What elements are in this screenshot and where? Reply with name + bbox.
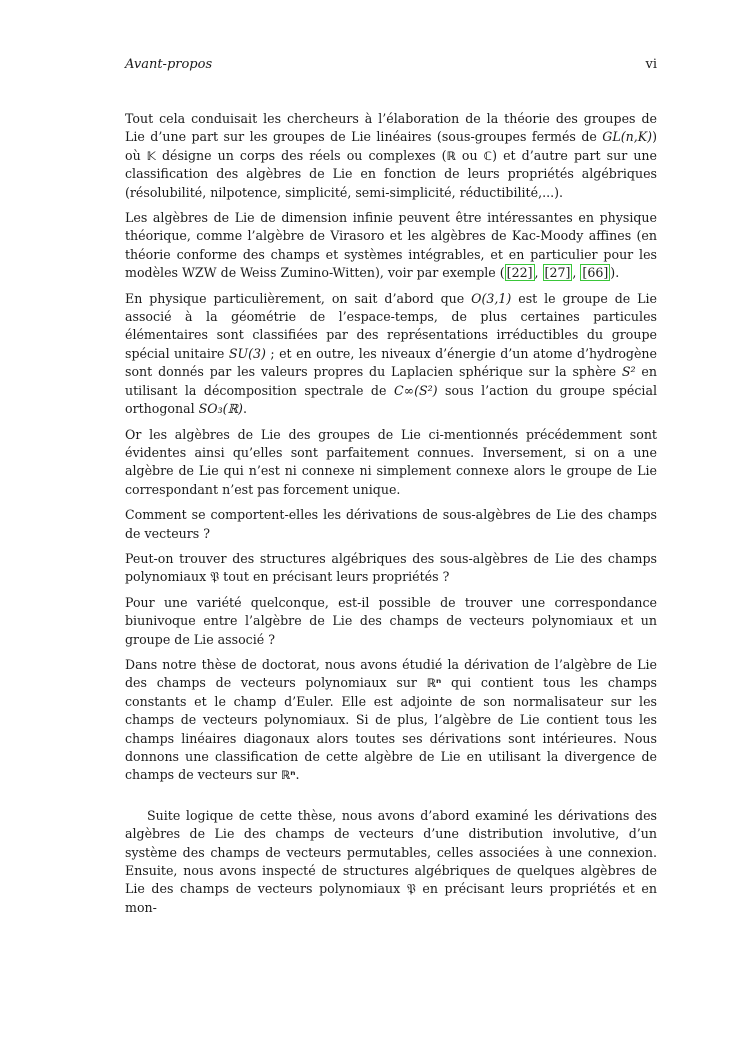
paragraph-4: Or les algèbres de Lie des groupes de Lie ci-mentionnés précédemment sont évidentes ainsi qu’elles sont parfaitement connues. Inversement, si on a une algèbre de Lie qui n’est ni connexe ni simplement connexe alors le groupe de Lie correspondant n’est pas forcement unique. [125, 426, 657, 497]
math-su3: SU(3) [228, 345, 266, 361]
math-o31: O(3,1) [471, 290, 512, 306]
math-reals: ℝ [446, 148, 456, 163]
math-rn: ℝⁿ [426, 676, 442, 691]
math-rn: ℝⁿ [281, 768, 296, 783]
page-number: vi [645, 57, 657, 72]
text-span: En physique particulièrement, on sait d’abord que [125, 290, 472, 306]
citation-link-27[interactable]: [27] [544, 265, 571, 281]
text-span: ) et d’autre part sur une classification des algèbres de Lie en fonction de leurs propriétés algébriques (résolubilité, nilpotence, simplicité, semi-simplicité, réductibilité,...). [125, 147, 657, 200]
text-span: en utilisant la décomposition spectrale de [125, 364, 657, 398]
text-span: qui contient tous les champs constants et le champ d’Euler. Elle est adjointe de son normalisateur sur les champs de vecteurs polynomiaux. Si de plus, l’algèbre de Lie contient tous les champs linéaires diagonaux alors toutes ses dérivations sont intérieures. Nous donnons une classification de cette algèbre de Lie en utilisant la divergence de champs de vecteurs sur [125, 675, 657, 783]
citation-separator: , [534, 265, 543, 281]
text-span: . [242, 401, 247, 417]
text-span: ) où [125, 129, 657, 163]
text-span: sous l’action du groupe spécial orthogonal [125, 382, 657, 417]
paragraph-3 [125, 290, 657, 419]
paragraph-8 [125, 656, 657, 785]
paragraph-9 [125, 807, 657, 917]
paragraph-7: Pour une variété quelconque, est-il possible de trouver une correspondance biunivoque entre l’algèbre de Lie des champs de vecteurs polynomiaux et un groupe de Lie associé ? [125, 594, 657, 647]
citation-link-22[interactable]: [22] [506, 265, 533, 281]
text-span: ou [455, 147, 484, 163]
paragraph-1 [125, 110, 657, 202]
math-fraktur-p: 𝔓 [210, 569, 220, 585]
text-span: désigne un corps des réels ou complexes ( [155, 147, 447, 163]
paragraph-2 [125, 209, 657, 283]
text-span: en précisant leurs propriétés et en mon- [125, 881, 657, 915]
text-span: Les algèbres de Lie de dimension infinie peuvent être intéressantes en physique théorique, comme l’algèbre de Virasoro et les algèbres de Kac-Moody affines (en théorie conforme des champs et systèmes intégrables, et en particulier pour les modèles WZW de Weiss Zumino-Witten), voir par exemple ( [125, 210, 657, 281]
math-field-k: 𝕂 [146, 148, 156, 163]
text-span: ; et en outre, les niveaux d’énergie d’un atome d’hydrogène sont donnés par les valeurs propres du Laplacien sphérique sur la sphère [125, 345, 657, 380]
citation-separator: , [572, 265, 581, 281]
math-fraktur-p: 𝔓 [406, 881, 416, 897]
text-span: Tout cela conduisait les chercheurs à l’élaboration de la théorie des groupes de Lie d’une part sur les groupes de Lie linéaires (sous-groupes fermés de [125, 111, 657, 145]
text-span: Suite logique de cette thèse, nous avons d’abord examiné les dérivations des algèbres de Lie des champs de vecteurs d’une distribution involutive, d’un système des champs de vecteurs permutables, celles associées à une connexion. Ensuite, nous avons inspecté de structures algébriques de quelques algèbres de Lie des champs de vecteurs polynomiaux [125, 807, 657, 897]
text-span: tout en précisant leurs propriétés ? [219, 569, 450, 585]
math-complex: ℂ [483, 148, 493, 163]
citation-link-66[interactable]: [66] [582, 265, 609, 281]
math-c-infinity: C∞(S²) [393, 382, 438, 398]
text-span: Dans notre thèse de doctorat, nous avons étudié la dérivation de l’algèbre de Lie des champs de vecteurs polynomiaux sur [125, 656, 657, 691]
paragraph-6 [125, 550, 657, 587]
math-so3: SO₃(ℝ) [198, 401, 243, 417]
body-text [125, 110, 657, 924]
chapter-title: Avant-propos [125, 57, 213, 72]
math-s2: S² [621, 364, 636, 380]
text-span: ). [610, 265, 620, 281]
text-span: . [295, 767, 300, 783]
paragraph-5: Comment se comportent-elles les dérivations de sous-algèbres de Lie des champs de vecteurs ? [125, 507, 657, 541]
text-span: est le groupe de Lie associé à la géométrie de l’espace-temps, de plus certaines particules élémentaires sont classifiées par des représentations irréductibles du groupe spécial unitaire [125, 290, 657, 361]
math-gl-n-k: GL(n,K) [602, 129, 653, 145]
text-span: Peut-on trouver des structures algébriques des sous-algèbres de Lie des champs polynomiaux [125, 550, 657, 585]
